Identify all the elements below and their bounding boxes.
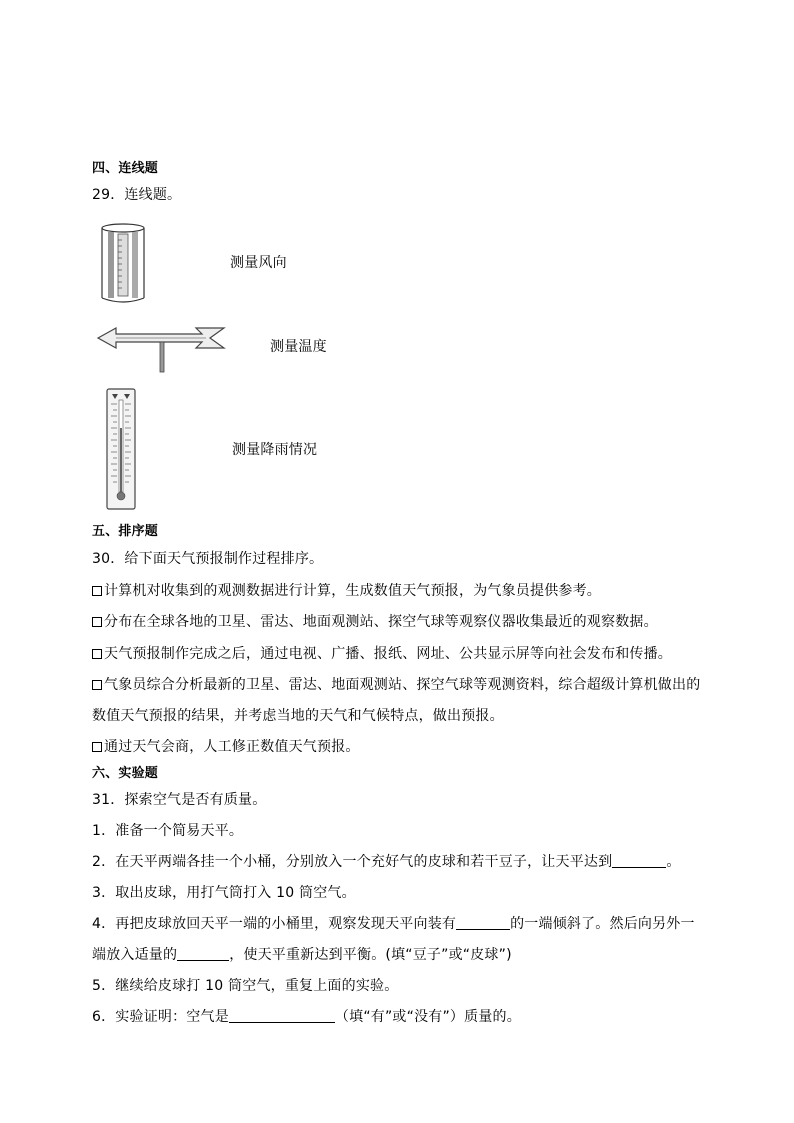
answer-blank-balance[interactable] (612, 855, 666, 868)
order-item-4-continued: 数值天气预报的结果，并考虑当地的天气和气候特点，做出预报。 (92, 708, 504, 724)
question-31: 31．探索空气是否有质量。 (92, 792, 267, 808)
order-item-3: 天气预报制作完成之后，通过电视、广播、报纸、网址、公共显示屏等向社会发布和传播。 (92, 645, 672, 663)
order-checkbox[interactable] (92, 742, 102, 752)
answer-blank-conclusion[interactable] (229, 1010, 335, 1023)
order-item-2: 分布在全球各地的卫星、雷达、地面观测站、探空气球等观察仪器收集最近的观察数据。 (92, 613, 658, 631)
section-heading-experiment: 六、实验题 (92, 766, 159, 781)
order-item-1: 计算机对收集到的观测数据进行计算，生成数值天气预报，为气象员提供参考。 (92, 582, 601, 600)
wind-vane-icon (96, 322, 226, 374)
order-checkbox[interactable] (92, 680, 102, 690)
order-item-5: 通过天气会商，人工修正数值天气预报。 (92, 738, 360, 756)
step-3: 3．取出皮球，用打气筒打入 10 筒空气。 (92, 885, 356, 901)
step-1: 1．准备一个简易天平。 (92, 823, 244, 839)
match-label-wind-direction: 测量风向 (230, 255, 287, 271)
step-6: 6．实验证明：空气是 （填“有”或“没有”）质量的。 (92, 1009, 521, 1025)
section-heading-matching: 四、连线题 (92, 161, 159, 176)
section-heading-ordering: 五、排序题 (92, 524, 159, 539)
order-checkbox[interactable] (92, 586, 102, 596)
step-5: 5．继续给皮球打 10 筒空气，重复上面的实验。 (92, 978, 399, 994)
answer-blank-add-item[interactable] (177, 948, 229, 961)
question-30: 30．给下面天气预报制作过程排序。 (92, 551, 324, 567)
order-checkbox[interactable] (92, 649, 102, 659)
answer-blank-heavier-side[interactable] (456, 917, 510, 930)
match-label-temperature: 测量温度 (270, 339, 327, 355)
question-29: 29．连线题。 (92, 187, 182, 203)
order-checkbox[interactable] (92, 617, 102, 627)
order-item-4: 气象员综合分析最新的卫星、雷达、地面观测站、探空气球等观测资料，综合超级计算机做出的 (92, 676, 700, 694)
thermometer-icon (106, 388, 136, 510)
match-label-rainfall: 测量降雨情况 (232, 442, 318, 458)
rain-gauge-icon (100, 222, 146, 306)
step-4-continued: 端放入适量的 ，使天平重新达到平衡。(填“豆子”或“皮球”) (92, 947, 512, 963)
step-2: 2．在天平两端各挂一个小桶，分别放入一个充好气的皮球和若干豆子，让天平达到 。 (92, 854, 681, 870)
step-4: 4．再把皮球放回天平一端的小桶里，观察发现天平向装有 的一端倾斜了。然后向另外一 (92, 916, 695, 932)
